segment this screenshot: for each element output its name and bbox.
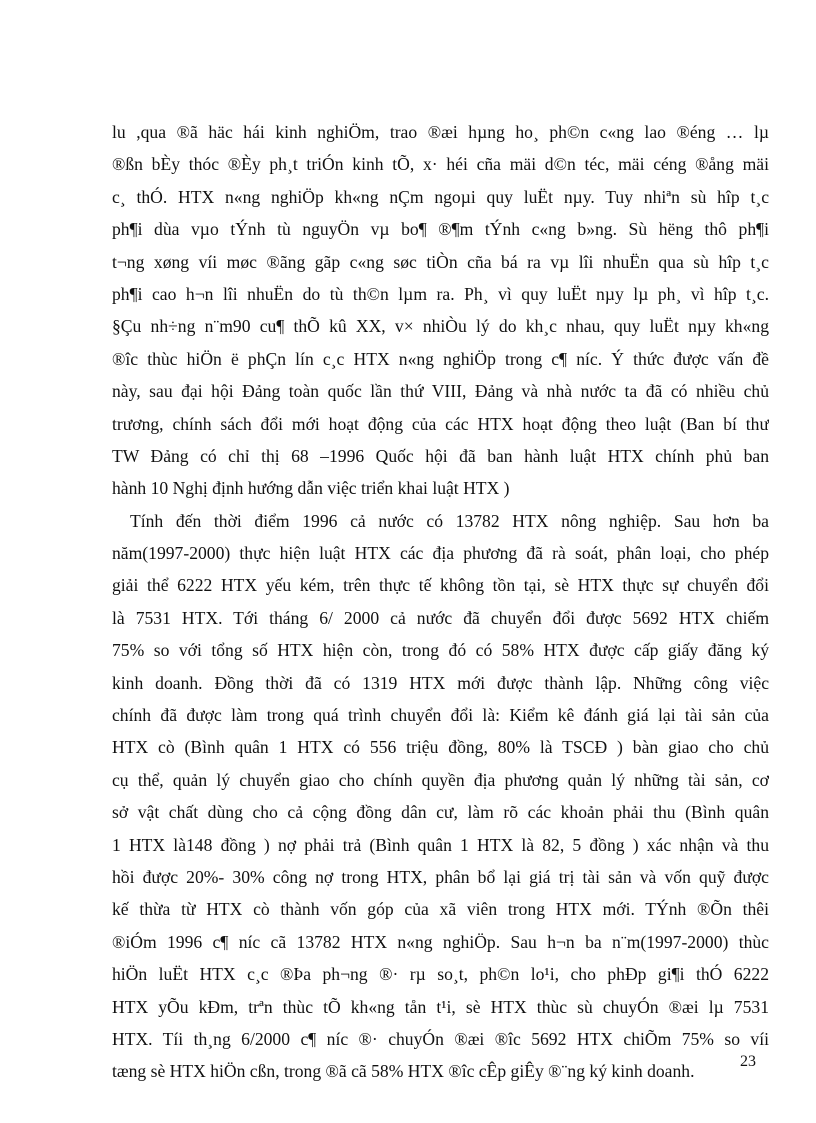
text-line: TW Đảng có chỉ thị 68 –1996 Quốc hội đã ban hành luật HTX chính phủ ban [112,445,769,466]
text-line: ®iÓm 1996 c¶ níc cã 13782 HTX n«ng nghiÖp. Sau h¬n ba n¨m(1997-2000) thùc [112,931,769,952]
text-line: ®îc thùc hiÖn ë phÇn lín c¸c HTX n«ng nghiÖp trong c¶ níc. Ý thức được vấn đề [112,348,769,369]
text-line: ph¶i dùa vµo tÝnh tù nguyÖn vµ bo¶ ®¶m tÝnh c«ng b»ng. Sù hëng thô ph¶i [112,219,769,240]
text-line: năm(1997-2000) thực hiện luật HTX các địa phương đã rà soát, phân loại, cho phép [112,543,769,564]
text-line: này, sau đại hội Đảng toàn quốc lần thứ VIII, Đảng và nhà nước ta đã có nhiều chủ [112,381,769,402]
text-line: chính đã được làm trong quá trình chuyển đổi là: Kiểm kê đánh giá lại tài sản của [112,705,769,726]
text-line: ph¶i cao h¬n lîi nhuËn do tù th©n lµm ra. Ph¸ vì quy luËt nµy lµ ph¸ vì hîp t¸c. [112,283,769,304]
text-line: trương, chính sách đổi mới hoạt động của các HTX hoạt động theo luật (Ban bí thư [112,413,769,434]
body-text [112,116,769,1088]
text-line: hiÖn luËt HTX c¸c ®Þa ph¬ng ®· rµ so¸t, ph©n lo¹i, cho phÐp gi¶i thÓ 6222 [112,964,769,985]
page-number: 23 [740,1053,756,1070]
text-line: 75% so với tổng số HTX hiện còn, trong đó có 58% HTX được cấp giấy đăng ký [112,640,769,661]
text-line: HTX yÕu kÐm, trªn thùc tÕ kh«ng tån t¹i, sè HTX thùc sù chuyÓn ®æi lµ 7531 [112,996,769,1017]
text-line: là 7531 HTX. Tới tháng 6/ 2000 cả nước đã chuyển đổi được 5692 HTX chiếm [112,607,769,628]
text-line: t¬ng xøng víi møc ®ãng gãp c«ng søc tiÒn cña bá ra vµ lîi nhuËn qua sù hîp t¸c [112,251,769,272]
text-line: hồi được 20%- 30% công nợ trong HTX, phân bổ lại giá trị tài sản và vốn quỹ được [112,866,769,887]
text-line: Tính đến thời điểm 1996 cả nước có 13782 HTX nông nghiệp. Sau hơn ba [130,510,769,531]
text-line: cụ thể, quản lý chuyển giao cho chính quyền địa phương quản lý những tài sản, cơ [112,769,769,790]
text-line: c¸ thÓ. HTX n«ng nghiÖp kh«ng nÇm ngoµi quy luËt nµy. Tuy nhiªn sù hîp t¸c [112,186,769,207]
text-line: §Çu nh÷ng n¨m90 cu¶ thÕ kû XX, v× nhiÒu lý do kh¸c nhau, quy luËt nµy kh«ng [112,316,769,337]
text-line: 1 HTX là148 đồng ) nợ phải trả (Bình quân 1 HTX là 82, 5 đồng ) xác nhận và thu [112,834,769,855]
text-line: ®ßn bÈy thóc ®Èy ph¸t triÓn kinh tÕ, x· héi cña mäi d©n téc, mäi céng ®ång mäi [112,154,769,175]
text-line: hành 10 Nghị định hướng dẫn việc triển khai luật HTX ) [112,478,510,499]
text-line: kinh doanh. Đồng thời đã có 1319 HTX mới được thành lập. Những công việc [112,672,769,693]
text-line: sở vật chất dùng cho cả cộng đồng dân cư, làm rõ các khoản phải thu (Bình quân [112,802,769,823]
text-line: giải thể 6222 HTX yếu kém, trên thực tế không tồn tại, sè HTX thực sự chuyển đổi [112,575,769,596]
text-line: HTX cò (Bình quân 1 HTX có 556 triệu đồng, 80% là TSCĐ ) bàn giao cho chủ [112,737,769,758]
text-line: lu ,qua ®ã häc hái kinh nghiÖm, trao ®æi hµng ho¸ ph©n c«ng lao ®éng … lµ [112,122,769,142]
text-line: kế thừa từ HTX cò thành vốn góp của xã viên trong HTX mới. TÝnh ®Õn thêi [112,899,769,920]
text-line: HTX. Tíi th¸ng 6/2000 c¶ níc ®· chuyÓn ®æi ®îc 5692 HTX chiÕm 75% so víi [112,1028,769,1049]
text-line: tæng sè HTX hiÖn cßn, trong ®ã cã 58% HTX ®îc cÊp giÊy ®¨ng ký kinh doanh. [112,1061,695,1082]
